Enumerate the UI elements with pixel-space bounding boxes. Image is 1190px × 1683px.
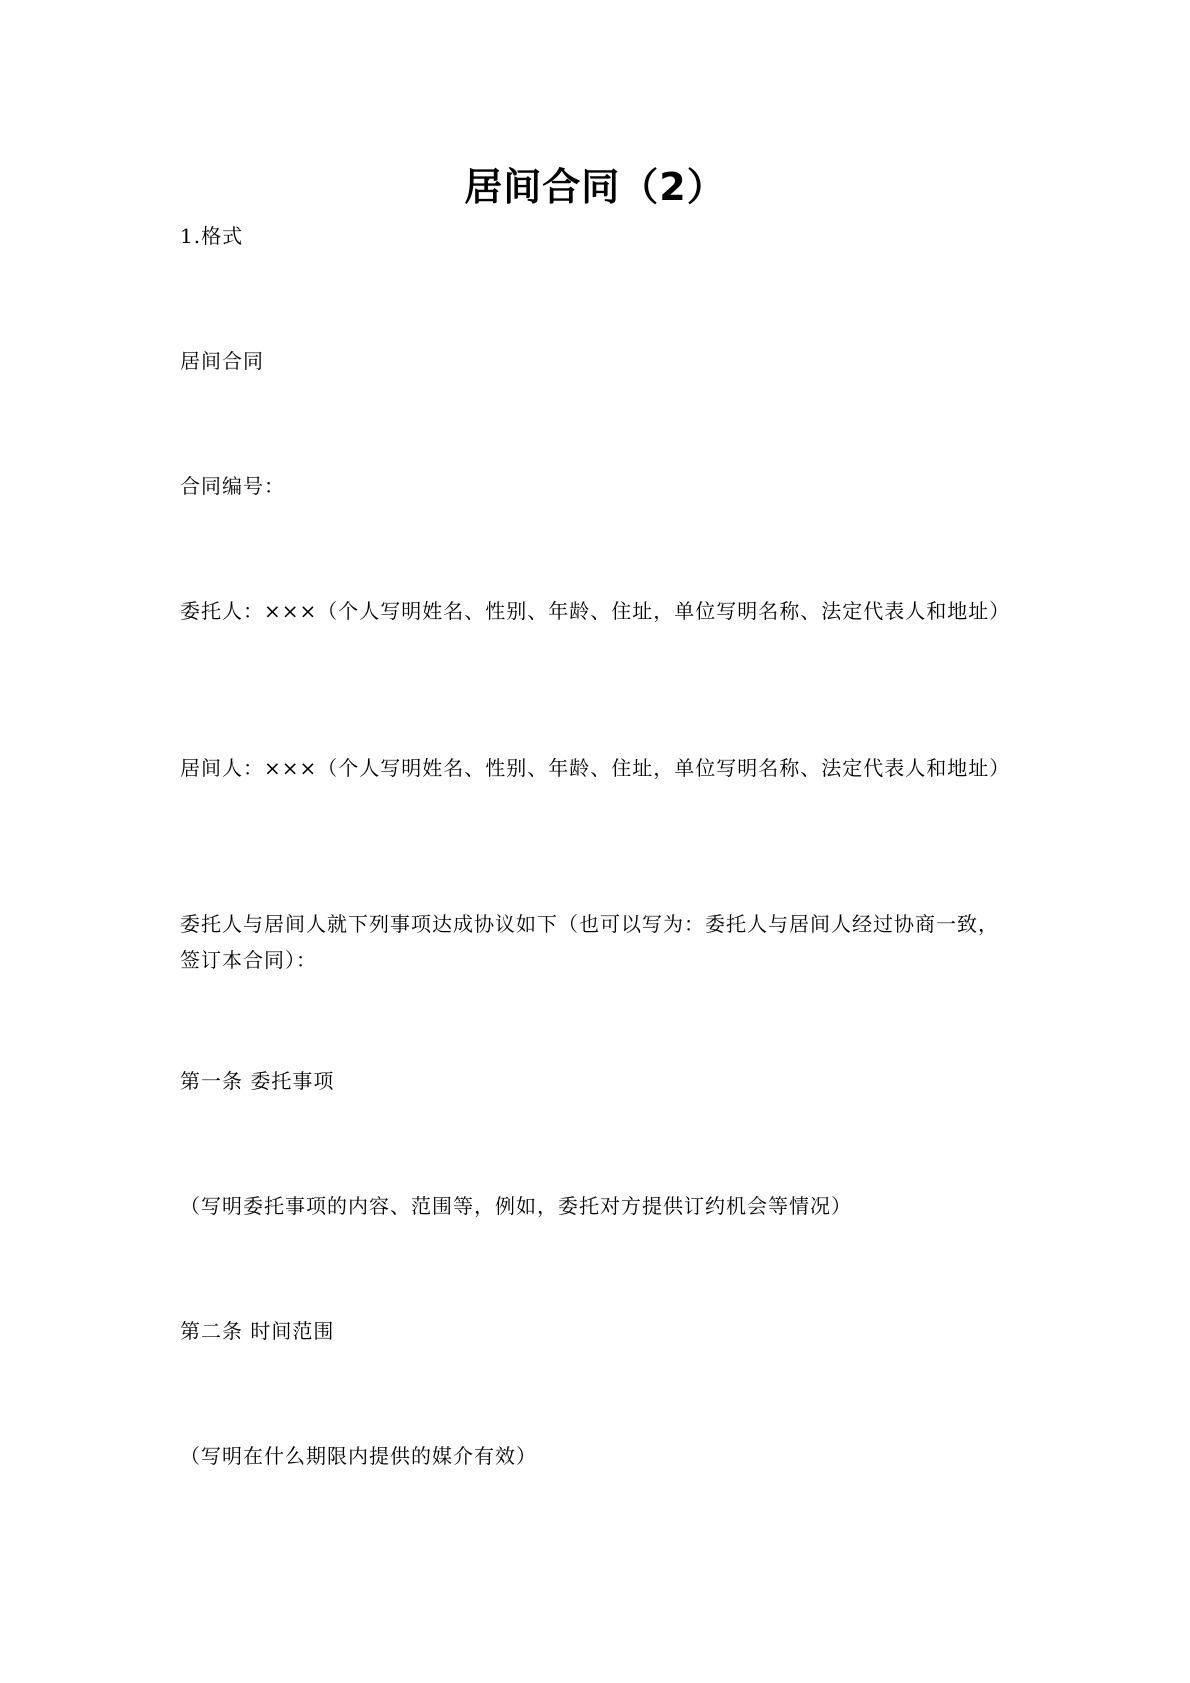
paragraph-contract-number: 合同编号： bbox=[180, 474, 285, 498]
paragraph-article-1-heading: 第一条 委托事项 bbox=[180, 1069, 335, 1093]
paragraph-agreement-intro: 委托人与居间人就下列事项达成协议如下（也可以写为：委托人与居间人经过协商一致，签订本合同）： bbox=[180, 912, 999, 972]
document-title: 居间合同（2） bbox=[464, 165, 726, 209]
paragraph-principal: 委托人：×××（个人写明姓名、性别、年龄、住址，单位写明名称、法定代表人和地址） bbox=[180, 599, 1011, 623]
paragraph-intermediary: 居间人：×××（个人写明姓名、性别、年龄、住址，单位写明名称、法定代表人和地址） bbox=[180, 756, 1011, 780]
paragraph-article-2-note: （写明在什么期限内提供的媒介有效） bbox=[180, 1444, 537, 1468]
paragraph-article-1-note: （写明委托事项的内容、范围等，例如，委托对方提供订约机会等情况） bbox=[180, 1194, 852, 1218]
paragraph-contract-name: 居间合同 bbox=[180, 349, 264, 373]
paragraph-format-heading: 1.格式 bbox=[180, 224, 244, 248]
paragraph-article-2-heading: 第二条 时间范围 bbox=[180, 1319, 335, 1343]
